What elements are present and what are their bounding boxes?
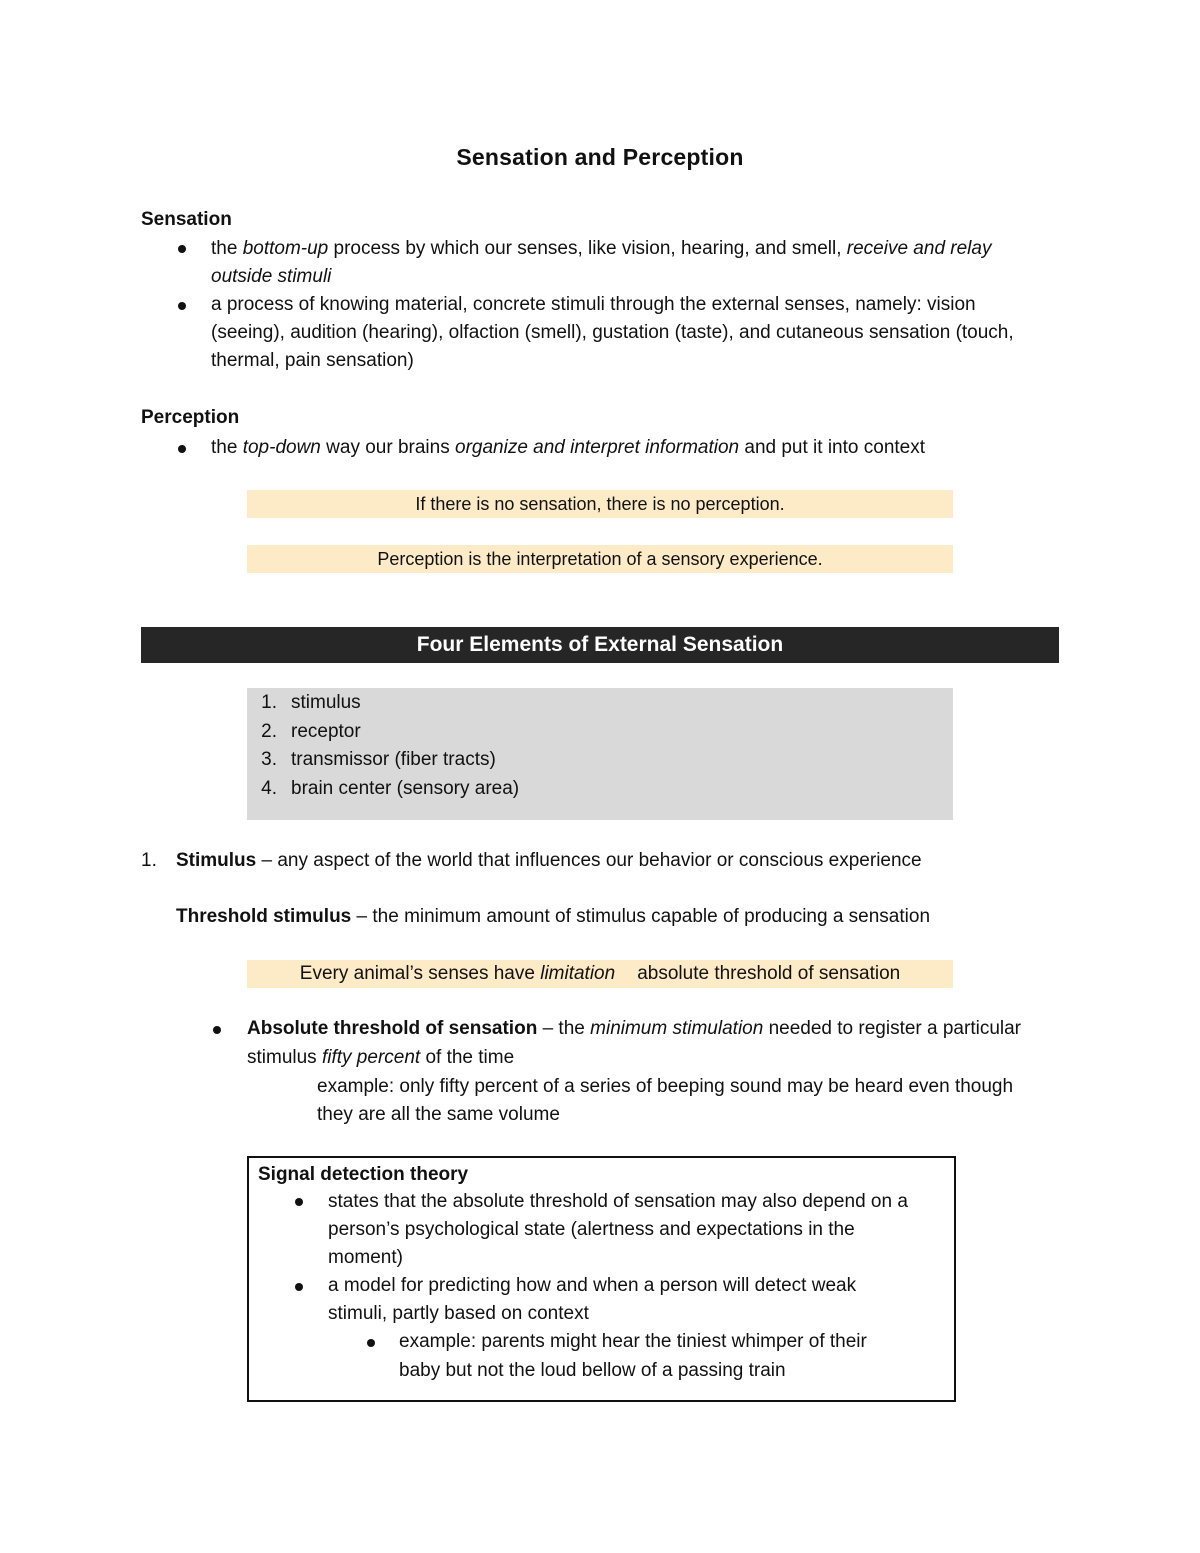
text-span: needed to register a particular	[763, 1018, 1022, 1039]
stimulus-definition	[176, 847, 922, 876]
list-label: stimulus	[291, 692, 361, 713]
signal-bullet-1-line-2: person’s psychological state (alertness and expectations in the	[328, 1219, 855, 1240]
sensation-bullet-2-line-2: (seeing), audition (hearing), olfaction (smell), gustation (taste), and cutaneous sensation (touch,	[211, 322, 1014, 343]
signal-sub-bullet-line-1: example: parents might hear the tiniest whimper of their	[399, 1331, 867, 1352]
bullet-icon	[178, 245, 186, 253]
perception-bullet-1	[211, 434, 925, 463]
signal-heading: Signal detection theory	[258, 1164, 469, 1185]
text-span-italic: organize and interpret information	[455, 437, 740, 458]
callout-no-sensation: If there is no sensation, there is no perception.	[247, 490, 953, 518]
text-span: way our brains	[320, 437, 455, 458]
list-item	[247, 746, 496, 775]
list-number: 2.	[261, 721, 277, 742]
list-number: 1.	[261, 692, 277, 713]
bullet-icon	[178, 302, 186, 310]
sensation-heading: Sensation	[141, 209, 232, 230]
term-bold: Threshold stimulus	[176, 906, 352, 927]
text-span-italic: fifty percent	[321, 1047, 421, 1068]
absolute-threshold-line-2	[247, 1044, 514, 1073]
absolute-threshold-example-line-1: example: only fifty percent of a series of beeping sound may be heard even though	[317, 1076, 1014, 1097]
perception-heading: Perception	[141, 407, 240, 428]
callout-perception-interpretation: Perception is the interpretation of a sensory experience.	[247, 545, 953, 573]
bullet-icon	[367, 1339, 375, 1347]
sensation-bullet-1-line-2: outside stimuli	[211, 266, 332, 287]
text-span: and put it into context	[739, 437, 926, 458]
text-span-italic: limitation	[540, 963, 616, 984]
text-span: the	[211, 238, 243, 259]
text-span: – any aspect of the world that influences our behavior or conscious experience	[256, 850, 922, 871]
list-item	[247, 689, 361, 718]
text-span: – the minimum amount of stimulus capable of producing a sensation	[351, 906, 931, 927]
text-span-italic: minimum stimulation	[590, 1018, 764, 1039]
list-number: 4.	[261, 778, 277, 799]
text-span-italic: bottom-up	[242, 238, 329, 259]
term-bold: Absolute threshold of sensation	[247, 1018, 538, 1039]
text-span: stimulus	[247, 1047, 322, 1068]
sensation-bullet-1-line-1	[211, 235, 991, 264]
absolute-threshold-example-line-2: they are all the same volume	[317, 1104, 560, 1125]
term-bold: Stimulus	[176, 850, 257, 871]
bullet-icon	[295, 1198, 303, 1206]
text-span: absolute threshold of sensation	[637, 963, 901, 984]
list-label: receptor	[291, 721, 361, 742]
sensation-bullet-2-line-1: a process of knowing material, concrete stimuli through the external senses, namely: vision	[211, 294, 976, 315]
text-span: Every animal’s senses have	[299, 963, 541, 984]
page-title: Sensation and Perception	[456, 144, 744, 170]
bullet-icon	[295, 1283, 303, 1291]
text-span-italic: top-down	[242, 437, 321, 458]
section-header-four-elements: Four Elements of External Sensation	[141, 627, 1059, 663]
list-item	[247, 775, 519, 804]
list-label: transmissor (fiber tracts)	[291, 749, 496, 770]
stimulus-number: 1.	[141, 850, 157, 871]
text-span: the	[211, 437, 243, 458]
signal-bullet-2-line-2: stimuli, partly based on context	[328, 1303, 589, 1324]
list-item	[247, 718, 361, 747]
signal-bullet-2-line-1: a model for predicting how and when a person will detect weak	[328, 1275, 857, 1296]
text-span: – the	[537, 1018, 591, 1039]
text-span-italic: receive and relay	[846, 238, 992, 259]
list-number: 3.	[261, 749, 277, 770]
text-span: process by which our senses, like vision, hearing, and smell,	[328, 238, 847, 259]
bullet-icon	[213, 1026, 221, 1034]
text-span: of the time	[420, 1047, 515, 1068]
threshold-stimulus-definition	[176, 903, 930, 932]
signal-bullet-1-line-1: states that the absolute threshold of sensation may also depend on a	[328, 1191, 908, 1212]
signal-detection-box	[247, 1156, 956, 1402]
elements-list-box	[247, 688, 953, 820]
signal-sub-bullet-line-2: baby but not the loud bellow of a passing train	[399, 1360, 786, 1381]
list-label: brain center (sensory area)	[291, 778, 520, 799]
bullet-icon	[178, 445, 186, 453]
signal-bullet-1-line-3: moment)	[328, 1247, 403, 1268]
callout-limitation	[247, 960, 953, 988]
absolute-threshold-line-1	[247, 1015, 1021, 1044]
sensation-bullet-2-line-3: thermal, pain sensation)	[211, 350, 414, 371]
